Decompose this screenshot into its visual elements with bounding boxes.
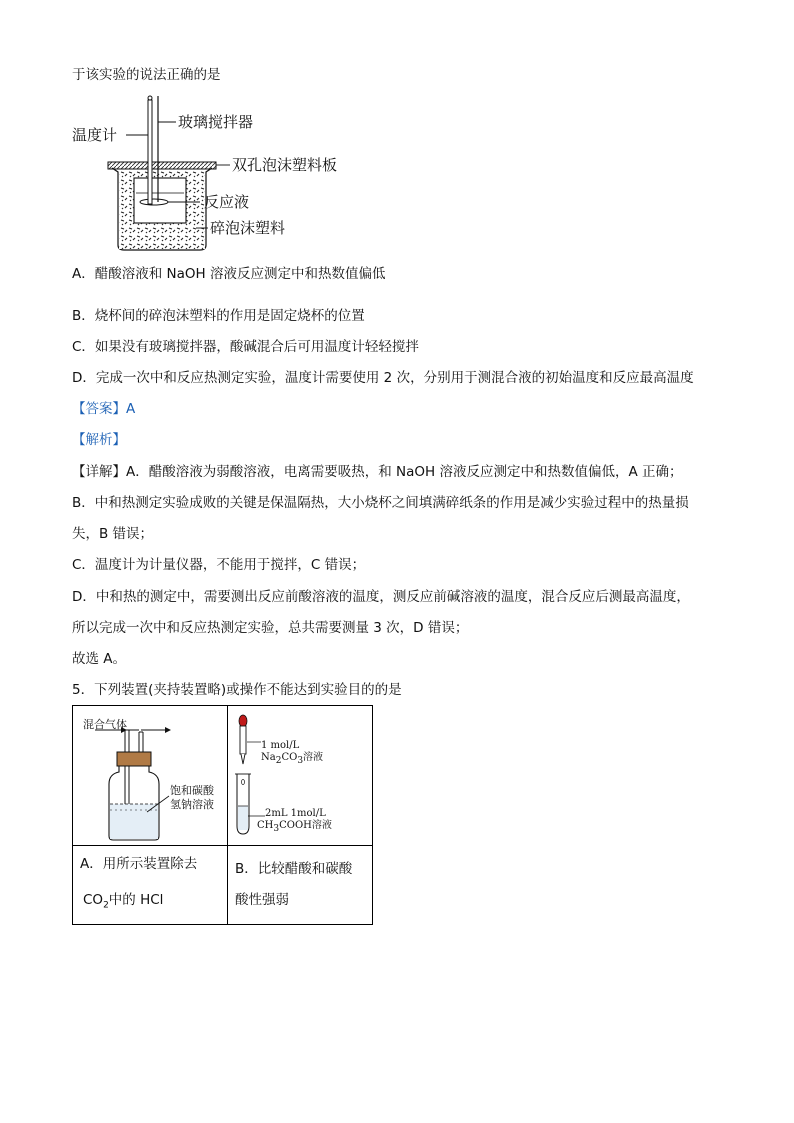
fig-b-acid-label bbox=[257, 820, 332, 835]
fig-a-solution-line-1: 饱和碳酸 bbox=[170, 784, 214, 797]
fig-b-na2co3-label bbox=[261, 752, 323, 767]
q4-stem: 于该实验的说法正确的是 bbox=[72, 67, 221, 83]
q4-analysis-line-2: B．中和热测定实验成败的关键是保温隔热，大小烧杯之间填满碎纸条的作用是减少实验过程中的热量损 bbox=[72, 495, 689, 511]
calorimeter-figure bbox=[72, 90, 342, 260]
q4-analysis-line-4: C．温度计为计量仪器，不能用于搅拌，C 错误； bbox=[72, 557, 366, 573]
fig-b-conc-label: 1 mol/L bbox=[261, 740, 300, 751]
cooh-text: COOH溶液 bbox=[279, 820, 332, 831]
fig-a-gas-label: 混合气体 bbox=[83, 718, 127, 731]
co2-text: CO bbox=[83, 892, 104, 908]
label-liquid: 反应液 bbox=[204, 193, 250, 211]
hcl-text: 中的 HCl bbox=[108, 892, 164, 908]
q5-stem: 5．下列装置(夹持装置略)或操作不能达到实验目的的是 bbox=[72, 682, 402, 698]
q4-analysis-line-6: 所以完成一次中和反应热测定实验，总共需要测量 3 次，D 错误； bbox=[72, 620, 469, 636]
label-foam: 碎泡沫塑料 bbox=[210, 219, 286, 237]
label-board: 双孔泡沫塑料板 bbox=[232, 156, 338, 174]
q4-analysis-line-3: 失，B 错误； bbox=[72, 526, 154, 542]
co-text: CO bbox=[281, 752, 298, 763]
cell-a-line-2 bbox=[83, 883, 163, 923]
label-thermometer: 温度计 bbox=[72, 126, 118, 144]
gas-washing-bottle-figure bbox=[77, 712, 225, 842]
q4-option-d: D．完成一次中和反应热测定实验，温度计需要使用 2 次，分别用于测混合液的初始温度和反应最高温度 bbox=[72, 370, 694, 386]
co2-sub: 2 bbox=[103, 900, 109, 911]
q4-option-b: B．烧杯间的碎泡沫塑料的作用是固定烧杯的位置 bbox=[72, 308, 365, 324]
fig-b-volume-label: 2mL 1mol/L bbox=[265, 808, 326, 819]
cell-a-line-1: A．用所示装置除去 bbox=[80, 856, 198, 872]
test-tube-figure bbox=[231, 712, 371, 842]
q4-analysis-title: 【解析】 bbox=[72, 432, 126, 448]
label-stirrer: 玻璃搅拌器 bbox=[178, 113, 254, 131]
q4-option-c: C．如果没有玻璃搅拌器，酸碱混合后可用温度计轻轻搅拌 bbox=[72, 339, 419, 355]
q4-analysis-line-1: 【详解】A．醋酸溶液为弱酸溶液，电离需要吸热，和 NaOH 溶液反应测定中和热数值偏低，A 正确； bbox=[72, 464, 683, 480]
q4-option-a: A．醋酸溶液和 NaOH 溶液反应测定中和热数值偏低 bbox=[72, 266, 386, 282]
ch-text: CH bbox=[257, 820, 274, 831]
q4-analysis-line-7: 故选 A。 bbox=[72, 651, 127, 667]
sol-text: 溶液 bbox=[303, 752, 324, 763]
q4-analysis-line-5: D．中和热的测定中，需要测出反应前酸溶液的温度，测反应前碱溶液的温度，混合反应后测最高温度， bbox=[72, 589, 690, 605]
q4-answer: 【答案】A bbox=[72, 401, 136, 417]
na-sub: 2 bbox=[275, 756, 282, 766]
cell-b-line-1: B．比较醋酸和碳酸 bbox=[235, 861, 353, 877]
na-text: Na bbox=[261, 752, 276, 763]
ch-sub: 3 bbox=[273, 824, 280, 834]
gas-washing-bottle-drawing bbox=[77, 712, 225, 842]
cell-b-line-2: 酸性强弱 bbox=[235, 892, 289, 908]
q5-options-table bbox=[72, 705, 373, 925]
fig-a-solution-line-2: 氢钠溶液 bbox=[170, 798, 214, 811]
co-sub: 3 bbox=[297, 756, 304, 766]
